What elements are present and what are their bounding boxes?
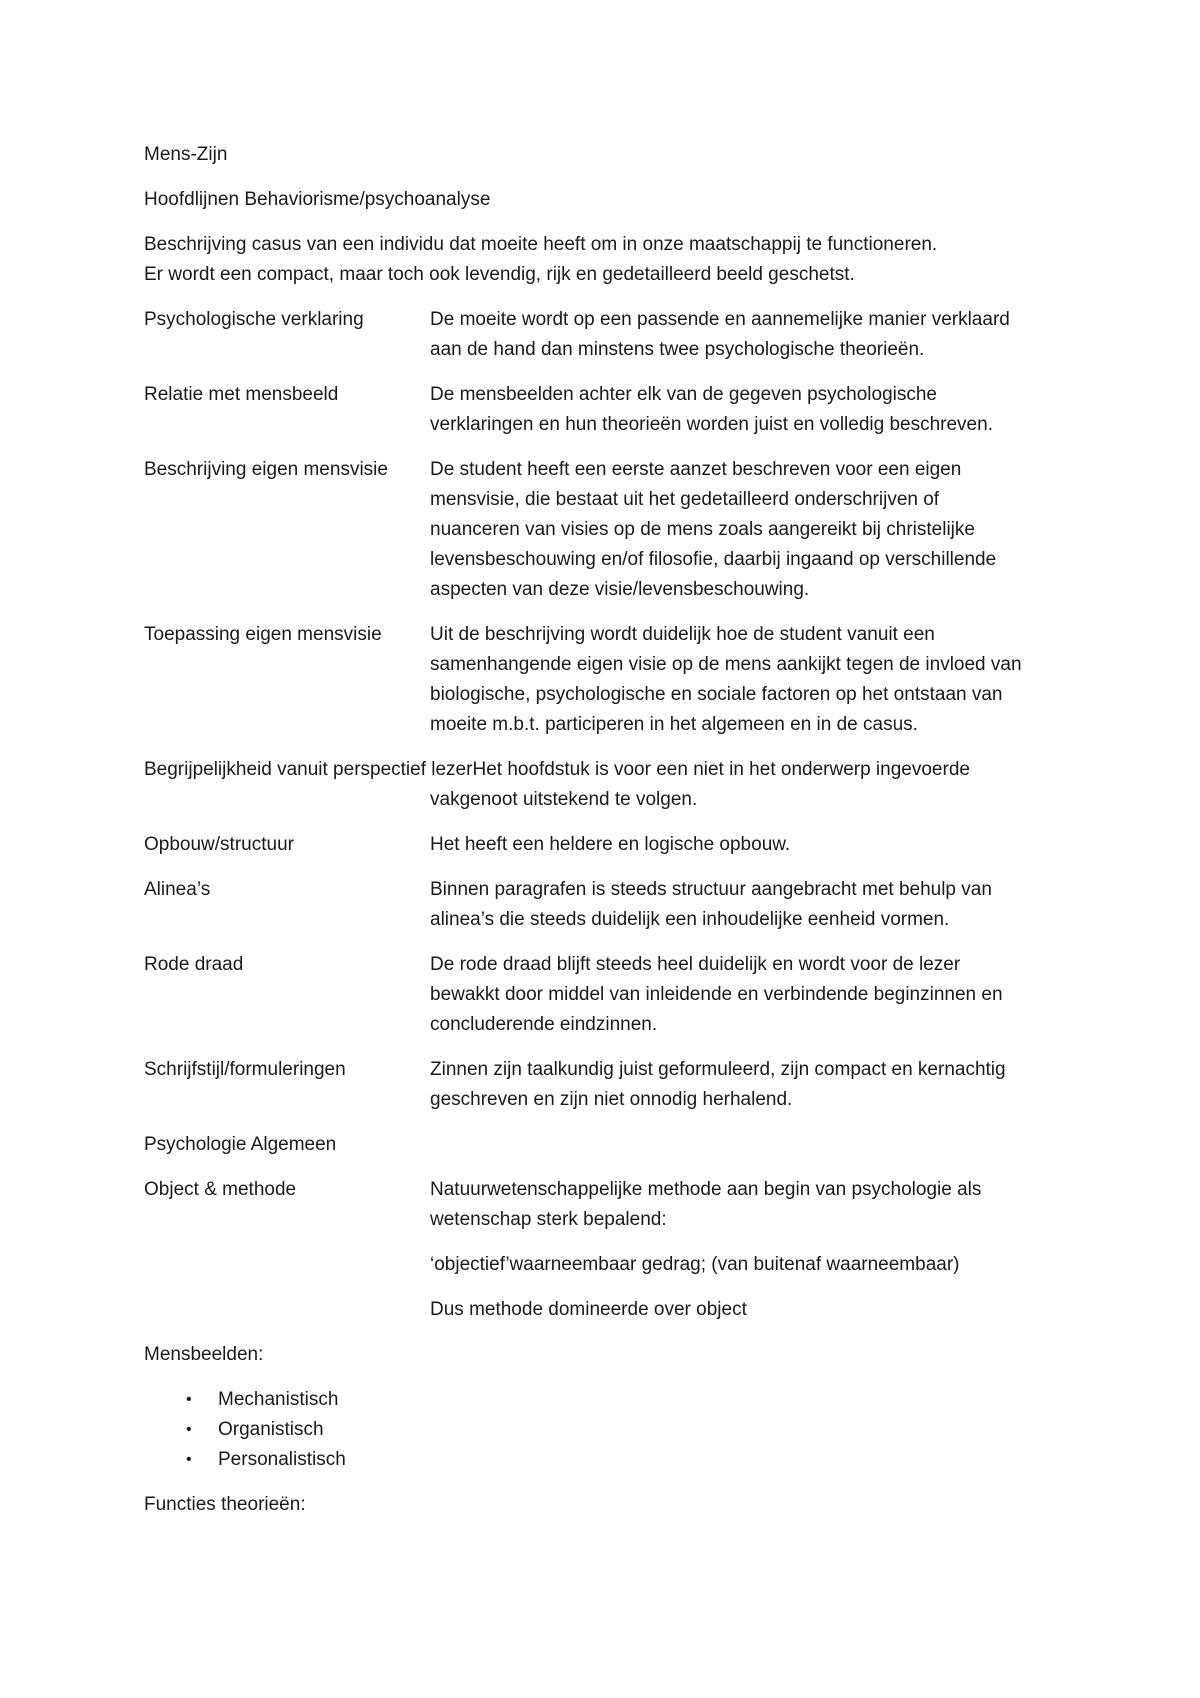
criterion-description xyxy=(430,1055,1064,1115)
criterion-row xyxy=(144,305,1064,365)
criterion-row xyxy=(144,875,1064,935)
mensbeelden-list xyxy=(144,1385,1064,1475)
description-line: samenhangende eigen visie op de mens aankijkt tegen de invloed van xyxy=(430,654,1022,675)
description-line: alinea’s die steeds duidelijk een inhoudelijke eenheid vormen. xyxy=(430,909,950,930)
description-line: De student heeft een eerste aanzet beschreven voor een eigen xyxy=(430,459,962,480)
criterion-label: Schrijfstijl/formuleringen xyxy=(144,1059,346,1080)
criterion-label: Alinea’s xyxy=(144,879,211,900)
criterion-row xyxy=(144,950,1064,1040)
list-item-text: Mechanistisch xyxy=(218,1389,339,1410)
description-line: moeite m.b.t. participeren in het algemeen en in de casus. xyxy=(430,714,918,735)
description-line: bewakkt door middel van inleidende en verbindende beginzinnen en xyxy=(430,984,1003,1005)
document-title: Mens-Zijn xyxy=(144,144,228,165)
criterion-label: Opbouw/structuur xyxy=(144,834,294,855)
criterion-description xyxy=(430,620,1064,740)
description-line: wetenschap sterk bepalend: xyxy=(430,1209,667,1230)
criterion-row xyxy=(144,455,1064,605)
functies-heading: Functies theorieën: xyxy=(144,1494,306,1515)
description-line: De mensbeelden achter elk van de gegeven psychologische xyxy=(430,384,937,405)
criterion-row-begrijpelijkheid xyxy=(144,755,1064,815)
criterion-label: Object & methode xyxy=(144,1179,297,1200)
criterion-description xyxy=(430,305,1064,365)
criterion-description xyxy=(430,380,1064,440)
criterion-row-object-methode xyxy=(144,1175,1064,1325)
criterion-description xyxy=(430,875,1064,935)
description-line: verklaringen en hun theorieën worden juist en volledig beschreven. xyxy=(430,414,993,435)
criterion-label: Rode draad xyxy=(144,954,244,975)
criterion-row xyxy=(144,830,1064,860)
criterion-row xyxy=(144,1055,1064,1115)
criterion-label: Relatie met mensbeeld xyxy=(144,384,339,405)
description-line: Uit de beschrijving wordt duidelijk hoe de student vanuit een xyxy=(430,624,935,645)
bullet-icon: • xyxy=(186,1391,192,1408)
criterion-description xyxy=(430,950,1064,1040)
description-line: Binnen paragrafen is steeds structuur aangebracht met behulp van xyxy=(430,879,992,900)
criterion-label: Beschrijving eigen mensvisie xyxy=(144,459,388,480)
description-line: aspecten van deze visie/levensbeschouwing. xyxy=(430,579,810,600)
description-line: aan de hand dan minstens twee psychologische theorieën. xyxy=(430,339,925,360)
section-heading: Psychologie Algemeen xyxy=(144,1134,337,1155)
mensbeelden-heading: Mensbeelden: xyxy=(144,1344,264,1365)
list-item xyxy=(144,1415,1064,1445)
criterion-row xyxy=(144,620,1064,740)
description-line: Het heeft een heldere en logische opbouw. xyxy=(430,834,791,855)
description-line: levensbeschouwing en/of filosofie, daarbij ingaand op verschillende xyxy=(430,549,997,570)
description-line: De moeite wordt op een passende en aannemelijke manier verklaard xyxy=(430,309,1010,330)
description-line: De rode draad blijft steeds heel duidelijk en wordt voor de lezer xyxy=(430,954,961,975)
list-item-text: Personalistisch xyxy=(218,1449,346,1470)
description-line: Dus methode domineerde over object xyxy=(430,1299,747,1320)
criterion-label: Psychologische verklaring xyxy=(144,309,364,330)
description-line: Het hoofdstuk is voor een niet in het onderwerp ingevoerde xyxy=(472,759,970,780)
criterion-row xyxy=(144,380,1064,440)
description-line: ‘objectief’waarneembaar gedrag; (van buitenaf waarneembaar) xyxy=(430,1254,960,1275)
intro-line: Er wordt een compact, maar toch ook levendig, rijk en gedetailleerd beeld geschetst. xyxy=(144,264,855,285)
bullet-icon: • xyxy=(186,1451,192,1468)
description-line: concluderende eindzinnen. xyxy=(430,1014,658,1035)
description-line: biologische, psychologische en sociale factoren op het ontstaan van xyxy=(430,684,1003,705)
description-line: geschreven en zijn niet onnodig herhalend. xyxy=(430,1089,793,1110)
criterion-description xyxy=(430,1175,1064,1325)
bullet-icon: • xyxy=(186,1421,192,1438)
intro-paragraph xyxy=(144,230,1064,290)
criterion-description xyxy=(430,830,1064,860)
list-item-text: Organistisch xyxy=(218,1419,324,1440)
list-item xyxy=(144,1445,1064,1475)
description-line: Natuurwetenschappelijke methode aan begin van psychologie als xyxy=(430,1179,982,1200)
description-line: vakgenoot uitstekend te volgen. xyxy=(430,789,698,810)
criterion-label-text: Begrijpelijkheid vanuit perspectief lezer xyxy=(144,759,473,780)
description-line: Zinnen zijn taalkundig juist geformuleerd, zijn compact en kernachtig xyxy=(430,1059,1006,1080)
document-subtitle: Hoofdlijnen Behaviorisme/psychoanalyse xyxy=(144,189,491,210)
description-line: mensvisie, die bestaat uit het gedetailleerd onderschrijven of xyxy=(430,489,940,510)
document-page xyxy=(144,140,1064,1535)
description-line: nuanceren van visies op de mens zoals aangereikt bij christelijke xyxy=(430,519,975,540)
list-item xyxy=(144,1385,1064,1415)
intro-line: Beschrijving casus van een individu dat moeite heeft om in onze maatschappij te functioneren. xyxy=(144,234,938,255)
criterion-description xyxy=(430,455,1064,605)
criterion-label: Toepassing eigen mensvisie xyxy=(144,624,382,645)
